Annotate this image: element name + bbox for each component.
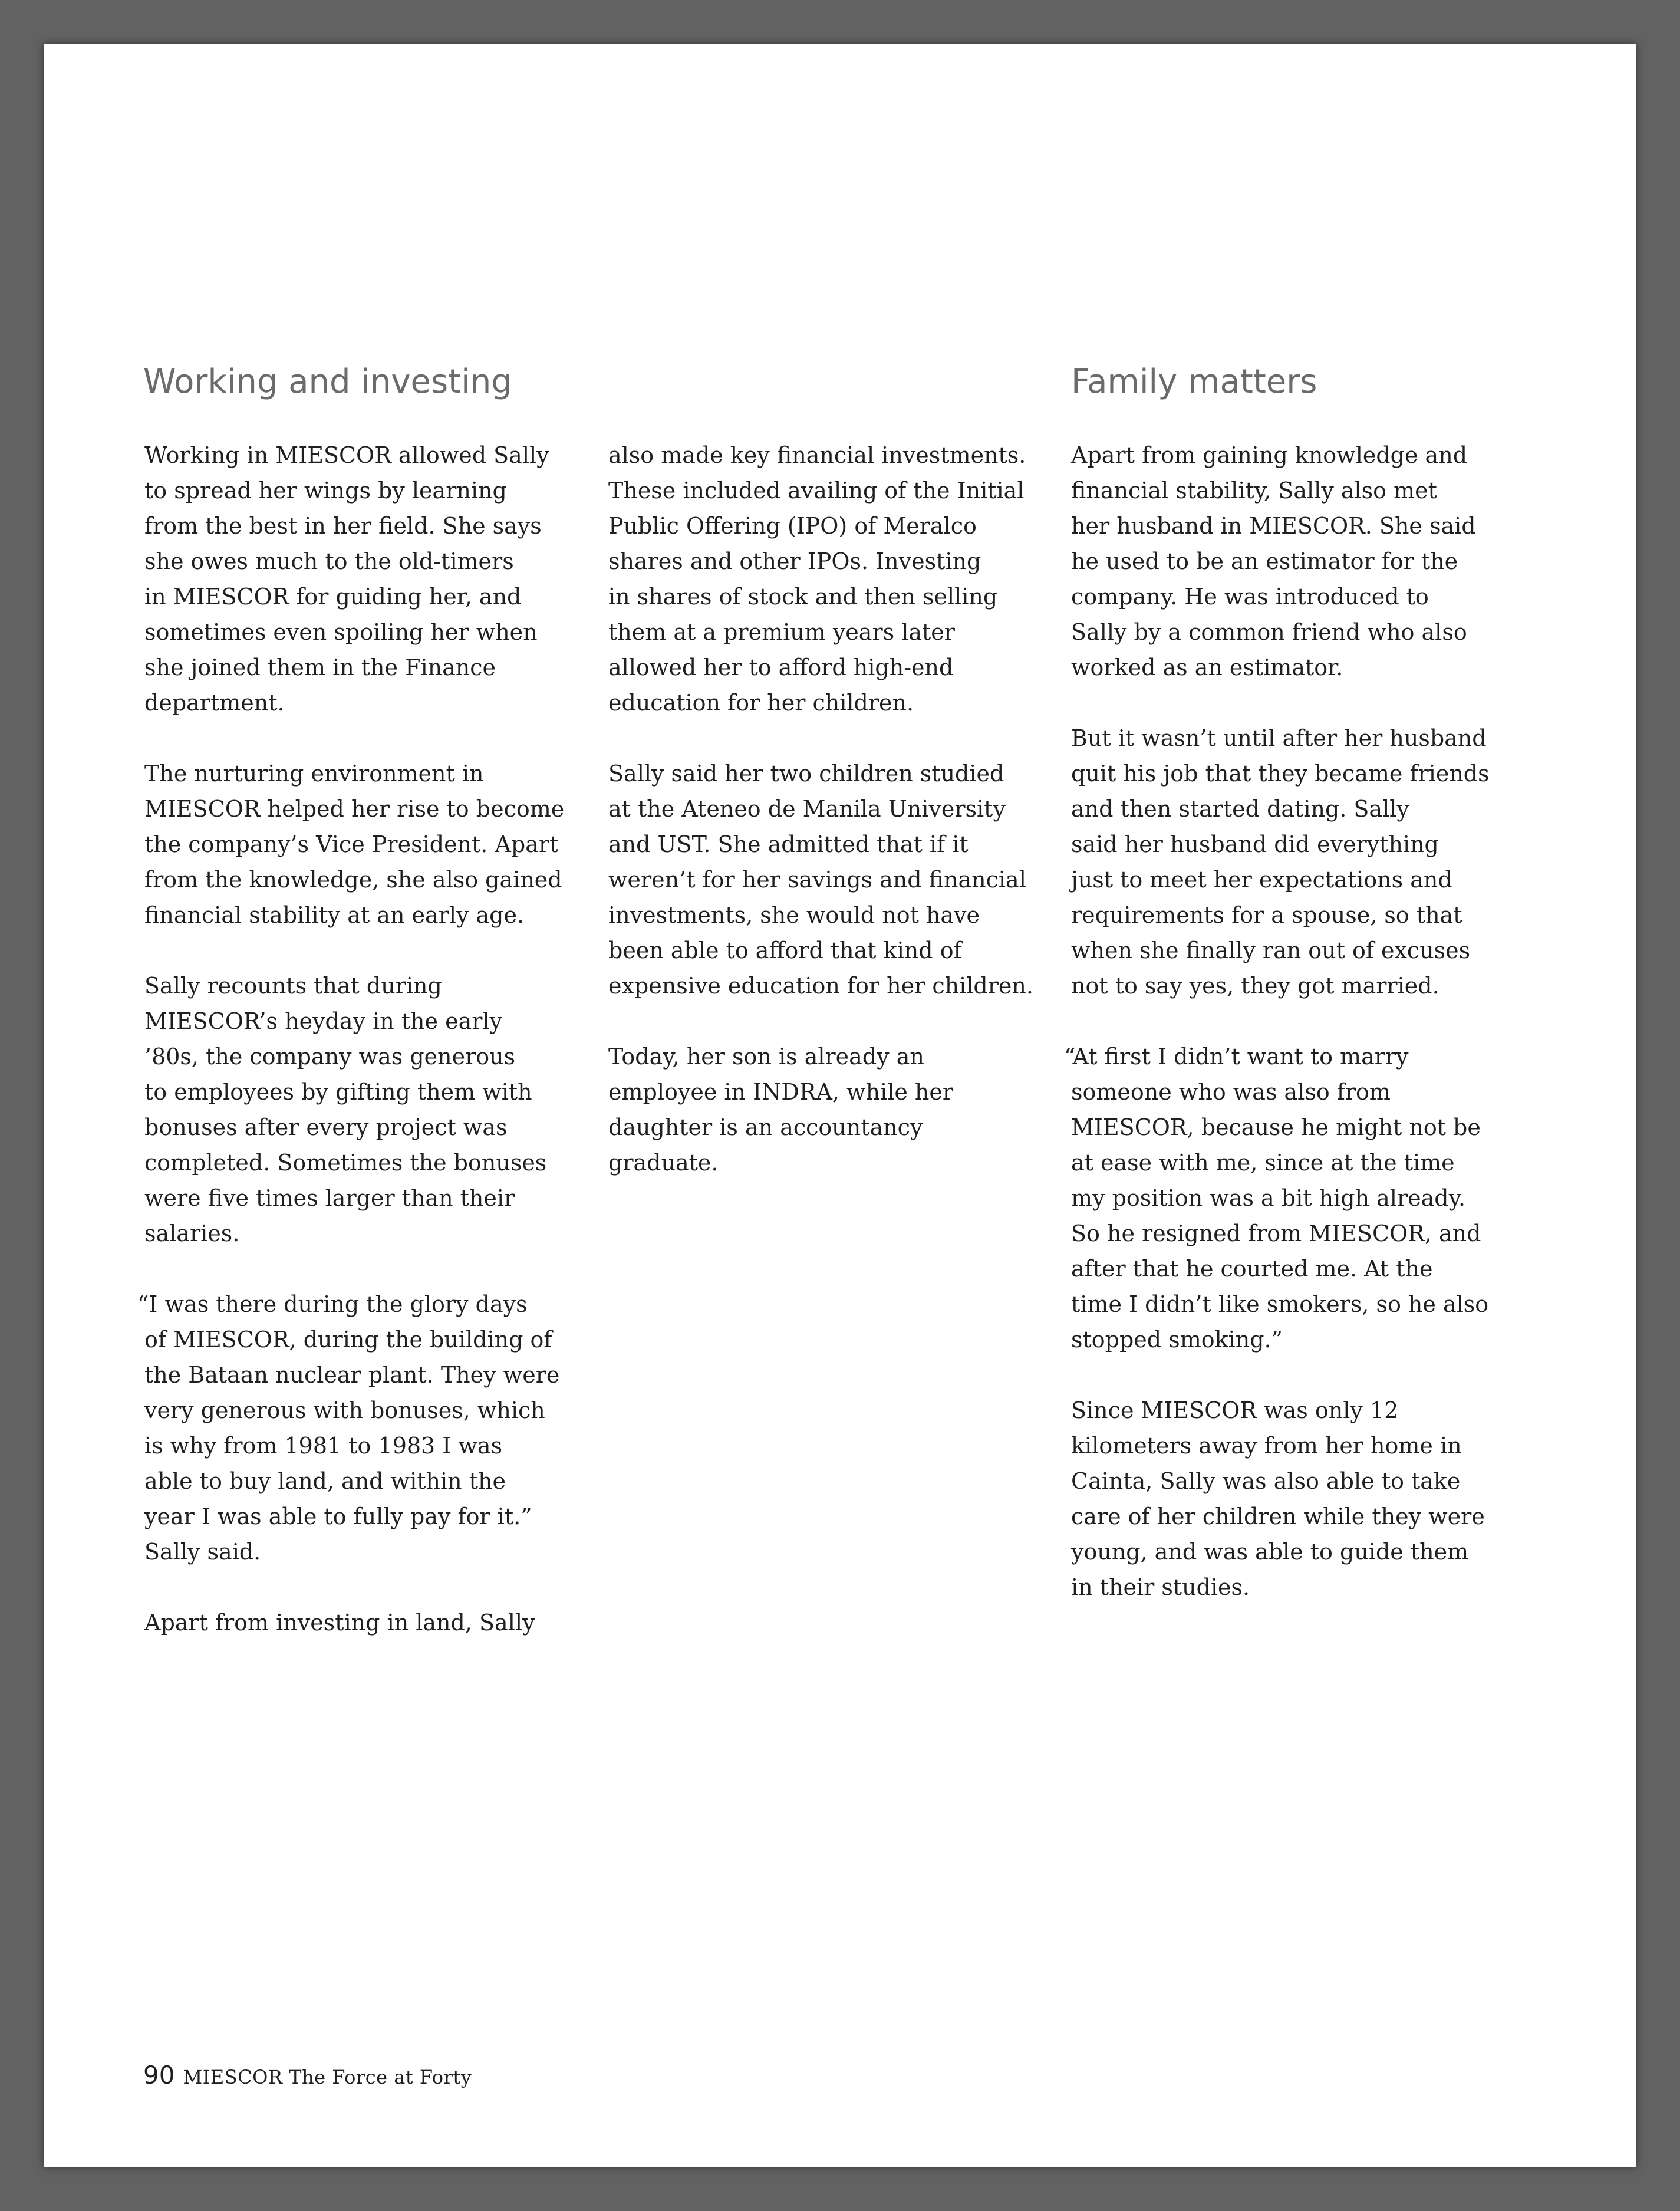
text-line: stopped smoking.” xyxy=(1071,1327,1283,1353)
text-line: worked as an estimator. xyxy=(1071,654,1343,680)
text-line: year I was able to fully pay for it.” xyxy=(144,1503,532,1529)
text-line: completed. Sometimes the bonuses xyxy=(144,1150,547,1176)
text-line: Sally said her two children studied xyxy=(608,761,1004,787)
text-line: employee in INDRA, while her xyxy=(608,1079,954,1105)
paragraph xyxy=(144,1605,557,1640)
text-line: she joined them in the Finance xyxy=(144,654,496,680)
text-line: Public Offering (IPO) of Meralco xyxy=(608,513,977,539)
text-line: graduate. xyxy=(608,1150,719,1176)
text-line: were five times larger than their xyxy=(144,1185,515,1211)
page-number: 90 xyxy=(143,2061,175,2090)
text-line: kilometers away from her home in xyxy=(1071,1433,1462,1459)
publication-title: MIESCOR The Force at Forty xyxy=(183,2066,472,2088)
text-line: The nurturing environment in xyxy=(144,761,484,787)
text-line: time I didn’t like smokers, so he also xyxy=(1071,1291,1489,1317)
text-line: she owes much to the old-timers xyxy=(144,548,514,574)
page-footer xyxy=(143,2061,472,2090)
text-line: “I was there during the glory days xyxy=(137,1291,528,1317)
text-line: expensive education for her children. xyxy=(608,973,1033,999)
text-line: daughter is an accountancy xyxy=(608,1114,923,1140)
text-line: Cainta, Sally was also able to take xyxy=(1071,1468,1461,1494)
text-line: Apart from investing in land, Sally xyxy=(144,1610,535,1636)
text-line: also made key financial investments. xyxy=(608,442,1026,468)
text-line: care of her children while they were xyxy=(1071,1503,1485,1529)
text-line: department. xyxy=(144,690,285,716)
paragraph xyxy=(1071,1393,1495,1605)
document-page xyxy=(44,44,1636,2167)
text-line: to spread her wings by learning xyxy=(144,478,507,504)
text-line: company. He was introduced to xyxy=(1071,584,1429,610)
text-line: at ease with me, since at the time xyxy=(1071,1150,1455,1176)
text-line: Apart from gaining knowledge and xyxy=(1071,442,1468,468)
text-line: to employees by gifting them with xyxy=(144,1079,532,1105)
text-line: These included availing of the Initial xyxy=(608,478,1025,504)
text-line: education for her children. xyxy=(608,690,914,716)
text-line: is why from 1981 to 1983 I was xyxy=(144,1433,503,1459)
text-line: in their studies. xyxy=(1071,1574,1250,1600)
text-line: after that he courted me. At the xyxy=(1071,1256,1433,1282)
text-line: her husband in MIESCOR. She said xyxy=(1071,513,1476,539)
paragraph xyxy=(144,756,565,933)
text-line: allowed her to afford high-end xyxy=(608,654,954,680)
text-line: Sally recounts that during xyxy=(144,973,442,999)
text-line: requirements for a spouse, so that xyxy=(1071,902,1462,928)
column-left xyxy=(137,437,565,1640)
text-line: when she finally ran out of excuses xyxy=(1071,937,1471,963)
text-line: shares and other IPOs. Investing xyxy=(608,548,981,574)
text-line: MIESCOR, because he might not be xyxy=(1071,1114,1481,1140)
text-line: the Bataan nuclear plant. They were xyxy=(144,1362,560,1388)
text-line: MIESCOR’s heyday in the early xyxy=(144,1008,503,1034)
paragraph xyxy=(1064,1039,1495,1357)
text-line: weren’t for her savings and financial xyxy=(608,867,1026,893)
text-line: of MIESCOR, during the building of xyxy=(144,1327,552,1353)
text-line: in shares of stock and then selling xyxy=(608,584,998,610)
text-line: young, and was able to guide them xyxy=(1071,1539,1469,1565)
text-line: Sally by a common friend who also xyxy=(1071,619,1467,645)
text-line: But it wasn’t until after her husband xyxy=(1071,725,1487,751)
paragraph xyxy=(144,968,557,1251)
text-line: quit his job that they became friends xyxy=(1071,761,1490,787)
column-middle xyxy=(608,437,1033,1180)
text-line: just to meet her expectations and xyxy=(1071,867,1452,893)
paragraph xyxy=(1071,437,1495,685)
paragraph xyxy=(1071,720,1495,1003)
text-line: very generous with bonuses, which xyxy=(144,1397,545,1423)
text-line: Working in MIESCOR allowed Sally xyxy=(144,442,549,468)
text-line: said her husband did everything xyxy=(1071,831,1439,857)
text-line: in MIESCOR for guiding her, and xyxy=(144,584,522,610)
paragraph xyxy=(144,437,557,720)
heading-working-and-investing: Working and investing xyxy=(143,363,512,401)
paragraph xyxy=(608,756,1033,1003)
text-line: from the best in her field. She says xyxy=(144,513,542,539)
text-line: from the knowledge, she also gained xyxy=(144,867,562,893)
paragraph xyxy=(608,1039,1033,1180)
text-line: financial stability, Sally also met xyxy=(1071,478,1437,504)
text-line: MIESCOR helped her rise to become xyxy=(144,796,565,822)
text-line: them at a premium years later xyxy=(608,619,955,645)
text-line: been able to afford that kind of xyxy=(608,937,962,963)
text-line: bonuses after every project was xyxy=(144,1114,508,1140)
text-line: salaries. xyxy=(144,1220,240,1246)
text-line: “At first I didn’t want to marry xyxy=(1064,1044,1409,1070)
text-line: ’80s, the company was generous xyxy=(144,1044,516,1070)
text-line: Sally said. xyxy=(144,1539,261,1565)
text-line: the company’s Vice President. Apart xyxy=(144,831,559,857)
heading-family-matters: Family matters xyxy=(1071,363,1317,401)
text-line: Since MIESCOR was only 12 xyxy=(1071,1397,1399,1423)
column-right xyxy=(1064,437,1495,1605)
paragraph xyxy=(608,437,1033,720)
text-line: and then started dating. Sally xyxy=(1071,796,1409,822)
text-line: not to say yes, they got married. xyxy=(1071,973,1439,999)
text-line: he used to be an estimator for the xyxy=(1071,548,1458,574)
paragraph xyxy=(137,1287,560,1570)
text-line: Today, her son is already an xyxy=(608,1044,924,1070)
text-line: at the Ateneo de Manila University xyxy=(608,796,1006,822)
text-line: sometimes even spoiling her when xyxy=(144,619,538,645)
text-line: and UST. She admitted that if it xyxy=(608,831,969,857)
text-line: able to buy land, and within the xyxy=(144,1468,506,1494)
text-line: someone who was also from xyxy=(1071,1079,1391,1105)
text-line: my position was a bit high already. xyxy=(1071,1185,1466,1211)
text-line: So he resigned from MIESCOR, and xyxy=(1071,1220,1481,1246)
text-line: financial stability at an early age. xyxy=(144,902,525,928)
text-line: investments, she would not have xyxy=(608,902,980,928)
